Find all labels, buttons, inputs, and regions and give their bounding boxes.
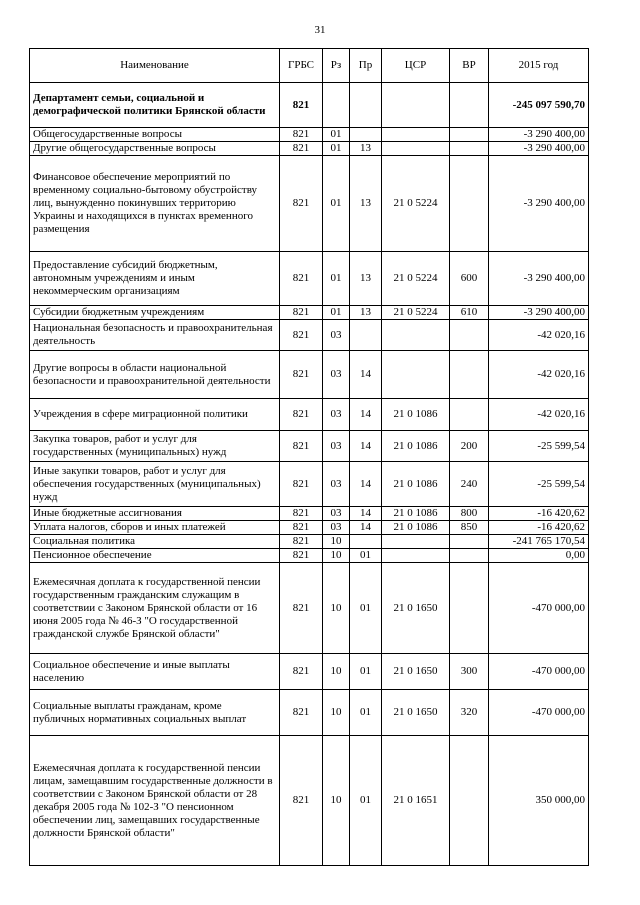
row-amount: -470 000,00 xyxy=(489,563,589,654)
row-vr: 320 xyxy=(450,690,489,736)
row-pr: 01 xyxy=(350,690,382,736)
row-rz: 10 xyxy=(323,563,350,654)
table-row xyxy=(30,320,589,351)
row-amount: -3 290 400,00 xyxy=(489,128,589,142)
row-grbs: 821 xyxy=(280,521,323,535)
row-vr xyxy=(450,142,489,156)
row-pr: 14 xyxy=(350,521,382,535)
row-rz: 03 xyxy=(323,320,350,351)
row-vr xyxy=(450,351,489,399)
table-row xyxy=(30,431,589,462)
row-vr xyxy=(450,736,489,866)
row-csr: 21 0 1651 xyxy=(382,736,450,866)
row-grbs: 821 xyxy=(280,535,323,549)
row-pr: 14 xyxy=(350,462,382,507)
row-rz: 03 xyxy=(323,351,350,399)
row-grbs: 821 xyxy=(280,563,323,654)
row-grbs: 821 xyxy=(280,462,323,507)
row-vr xyxy=(450,83,489,128)
page-number: 31 xyxy=(314,24,326,36)
row-pr: 13 xyxy=(350,252,382,306)
row-csr xyxy=(382,83,450,128)
row-grbs: 821 xyxy=(280,128,323,142)
table-row xyxy=(30,252,589,306)
table-row xyxy=(30,549,589,563)
row-csr: 21 0 5224 xyxy=(382,156,450,252)
row-vr xyxy=(450,320,489,351)
row-csr xyxy=(382,351,450,399)
table-row xyxy=(30,535,589,549)
row-grbs: 821 xyxy=(280,306,323,320)
row-csr xyxy=(382,535,450,549)
row-rz: 01 xyxy=(323,156,350,252)
header-name: Наименование xyxy=(30,49,280,83)
row-amount: -245 097 590,70 xyxy=(489,83,589,128)
row-name: Финансовое обеспечение мероприятий по временному социально-бытовому обустройству лиц, вынужденно покинувших территорию Украины и находящихся в пунктах временного размещения xyxy=(30,156,280,252)
row-csr xyxy=(382,128,450,142)
table-header-row xyxy=(30,49,589,83)
row-amount: -3 290 400,00 xyxy=(489,306,589,320)
row-rz: 01 xyxy=(323,306,350,320)
row-vr xyxy=(450,535,489,549)
row-amount: -42 020,16 xyxy=(489,320,589,351)
row-pr xyxy=(350,535,382,549)
row-vr: 610 xyxy=(450,306,489,320)
row-grbs: 821 xyxy=(280,399,323,431)
row-pr xyxy=(350,83,382,128)
row-amount: -3 290 400,00 xyxy=(489,142,589,156)
row-amount: -241 765 170,54 xyxy=(489,535,589,549)
row-csr: 21 0 1086 xyxy=(382,431,450,462)
row-vr: 850 xyxy=(450,521,489,535)
row-rz: 03 xyxy=(323,462,350,507)
row-amount: -16 420,62 xyxy=(489,521,589,535)
row-name: Пенсионное обеспечение xyxy=(30,549,280,563)
row-pr: 14 xyxy=(350,351,382,399)
row-csr: 21 0 1650 xyxy=(382,690,450,736)
row-name: Ежемесячная доплата к государственной пенсии государственным гражданским служащим в соответствии с Законом Брянской области от 16 июня 2005 года № 46-З "О государственной гражданской службе Брянской области" xyxy=(30,563,280,654)
row-name: Ежемесячная доплата к государственной пенсии лицам, замещавшим государственные должности в соответствии с Законом Брянской области от 28 декабря 2005 года № 102-З "О пенсионном обеспечении лиц, замещавших государственные должности Брянской области" xyxy=(30,736,280,866)
row-name: Национальная безопасность и правоохранительная деятельность xyxy=(30,320,280,351)
row-pr: 14 xyxy=(350,507,382,521)
row-rz: 01 xyxy=(323,252,350,306)
header-rz: Рз xyxy=(323,49,350,83)
row-vr xyxy=(450,399,489,431)
row-vr xyxy=(450,563,489,654)
table-row xyxy=(30,351,589,399)
row-csr: 21 0 5224 xyxy=(382,306,450,320)
row-pr: 14 xyxy=(350,399,382,431)
row-name: Департамент семьи, социальной и демографической политики Брянской области xyxy=(30,83,280,128)
row-pr xyxy=(350,128,382,142)
row-csr: 21 0 1650 xyxy=(382,563,450,654)
row-amount: -42 020,16 xyxy=(489,399,589,431)
row-csr: 21 0 1086 xyxy=(382,521,450,535)
table-row xyxy=(30,462,589,507)
row-grbs: 821 xyxy=(280,351,323,399)
row-amount: -3 290 400,00 xyxy=(489,252,589,306)
row-rz: 10 xyxy=(323,535,350,549)
row-csr: 21 0 1086 xyxy=(382,462,450,507)
row-vr: 240 xyxy=(450,462,489,507)
row-name: Социальная политика xyxy=(30,535,280,549)
row-csr xyxy=(382,549,450,563)
row-amount: -42 020,16 xyxy=(489,351,589,399)
row-name: Закупка товаров, работ и услуг для государственных (муниципальных) нужд xyxy=(30,431,280,462)
table-row xyxy=(30,654,589,690)
row-csr: 21 0 1086 xyxy=(382,507,450,521)
row-name: Социальные выплаты гражданам, кроме публичных нормативных социальных выплат xyxy=(30,690,280,736)
row-name: Другие вопросы в области национальной безопасности и правоохранительной деятельности xyxy=(30,351,280,399)
row-grbs: 821 xyxy=(280,654,323,690)
row-amount: -3 290 400,00 xyxy=(489,156,589,252)
row-grbs: 821 xyxy=(280,549,323,563)
table-row xyxy=(30,156,589,252)
header-vr: ВР xyxy=(450,49,489,83)
row-rz: 01 xyxy=(323,128,350,142)
row-rz: 03 xyxy=(323,399,350,431)
row-grbs: 821 xyxy=(280,507,323,521)
row-pr: 01 xyxy=(350,549,382,563)
table-row xyxy=(30,690,589,736)
row-name: Учреждения в сфере миграционной политики xyxy=(30,399,280,431)
row-amount: -16 420,62 xyxy=(489,507,589,521)
row-grbs: 821 xyxy=(280,320,323,351)
table-row xyxy=(30,399,589,431)
row-csr xyxy=(382,320,450,351)
row-rz xyxy=(323,83,350,128)
row-name: Иные закупки товаров, работ и услуг для обеспечения государственных (муниципальных) нужд xyxy=(30,462,280,507)
row-pr: 01 xyxy=(350,736,382,866)
table-row xyxy=(30,306,589,320)
row-name: Иные бюджетные ассигнования xyxy=(30,507,280,521)
budget-table xyxy=(29,48,589,866)
row-name: Другие общегосударственные вопросы xyxy=(30,142,280,156)
row-vr: 200 xyxy=(450,431,489,462)
row-vr xyxy=(450,549,489,563)
table-row xyxy=(30,521,589,535)
row-amount: -25 599,54 xyxy=(489,431,589,462)
header-csr: ЦСР xyxy=(382,49,450,83)
row-name: Субсидии бюджетным учреждениям xyxy=(30,306,280,320)
row-rz: 03 xyxy=(323,431,350,462)
row-pr: 13 xyxy=(350,156,382,252)
row-vr: 600 xyxy=(450,252,489,306)
row-name: Уплата налогов, сборов и иных платежей xyxy=(30,521,280,535)
row-vr: 300 xyxy=(450,654,489,690)
table-row xyxy=(30,507,589,521)
row-amount: 0,00 xyxy=(489,549,589,563)
row-grbs: 821 xyxy=(280,142,323,156)
row-pr xyxy=(350,320,382,351)
table-row xyxy=(30,83,589,128)
header-year: 2015 год xyxy=(489,49,589,83)
row-grbs: 821 xyxy=(280,156,323,252)
row-amount: -470 000,00 xyxy=(489,690,589,736)
row-csr: 21 0 1086 xyxy=(382,399,450,431)
row-pr: 01 xyxy=(350,654,382,690)
row-pr: 13 xyxy=(350,142,382,156)
row-pr: 01 xyxy=(350,563,382,654)
header-grbs: ГРБС xyxy=(280,49,323,83)
row-vr: 800 xyxy=(450,507,489,521)
row-grbs: 821 xyxy=(280,83,323,128)
row-grbs: 821 xyxy=(280,690,323,736)
table-row xyxy=(30,128,589,142)
row-rz: 10 xyxy=(323,736,350,866)
table-row xyxy=(30,142,589,156)
row-rz: 03 xyxy=(323,507,350,521)
row-name: Общегосударственные вопросы xyxy=(30,128,280,142)
row-rz: 10 xyxy=(323,549,350,563)
row-amount: -25 599,54 xyxy=(489,462,589,507)
row-rz: 03 xyxy=(323,521,350,535)
row-rz: 10 xyxy=(323,690,350,736)
row-amount: 350 000,00 xyxy=(489,736,589,866)
row-pr: 13 xyxy=(350,306,382,320)
row-csr xyxy=(382,142,450,156)
row-rz: 01 xyxy=(323,142,350,156)
row-grbs: 821 xyxy=(280,736,323,866)
row-amount: -470 000,00 xyxy=(489,654,589,690)
row-vr xyxy=(450,128,489,142)
row-vr xyxy=(450,156,489,252)
row-rz: 10 xyxy=(323,654,350,690)
header-pr: Пр xyxy=(350,49,382,83)
table-row xyxy=(30,736,589,866)
row-grbs: 821 xyxy=(280,431,323,462)
table-row xyxy=(30,563,589,654)
row-csr: 21 0 5224 xyxy=(382,252,450,306)
row-name: Предоставление субсидий бюджетным, автономным учреждениям и иным некоммерческим организациям xyxy=(30,252,280,306)
row-grbs: 821 xyxy=(280,252,323,306)
row-name: Социальное обеспечение и иные выплаты населению xyxy=(30,654,280,690)
row-pr: 14 xyxy=(350,431,382,462)
row-csr: 21 0 1650 xyxy=(382,654,450,690)
